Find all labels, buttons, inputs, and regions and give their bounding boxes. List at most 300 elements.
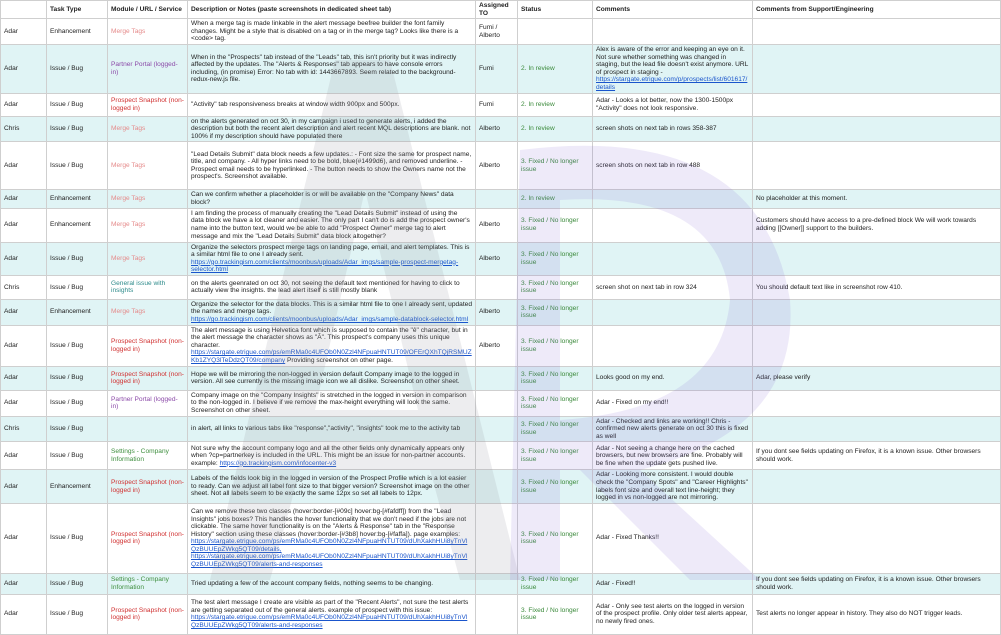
table-row[interactable] bbox=[1, 19, 1001, 45]
task-type-cell[interactable] bbox=[47, 594, 108, 634]
comments-cell[interactable] bbox=[593, 573, 753, 594]
owner-text: Adar bbox=[4, 308, 18, 316]
module-text: Prospect Snapshot (non-logged in) bbox=[111, 530, 184, 546]
table-row[interactable] bbox=[1, 299, 1001, 325]
assigned-cell[interactable] bbox=[476, 503, 518, 573]
description-text: on the alerts geenrated on oct 30, not seeing the default text mentioned for having to click to actually view the insights. the lead alert itself is still mostly blank bbox=[191, 279, 460, 295]
table-row[interactable] bbox=[1, 142, 1001, 190]
status-cell[interactable] bbox=[518, 390, 593, 416]
module-text: Prospect Snapshot (non-logged in) bbox=[111, 606, 184, 622]
table-row[interactable] bbox=[1, 416, 1001, 442]
task-type-cell[interactable] bbox=[47, 573, 108, 594]
status-text: 3. Fixed / No longer issue bbox=[521, 479, 579, 494]
owner-cell[interactable] bbox=[1, 208, 47, 242]
owner-text: Adar bbox=[4, 64, 18, 72]
description-cell[interactable] bbox=[188, 19, 476, 45]
status-cell[interactable] bbox=[518, 275, 593, 299]
description-cell[interactable] bbox=[188, 470, 476, 503]
module-text: Merge Tags bbox=[111, 308, 146, 316]
status-cell[interactable] bbox=[518, 325, 593, 366]
task-type-cell[interactable] bbox=[47, 242, 108, 275]
status-cell[interactable] bbox=[518, 19, 593, 45]
module-cell[interactable] bbox=[108, 142, 188, 190]
task-type-text: Issue / Bug bbox=[50, 425, 83, 433]
support-comments-cell[interactable] bbox=[753, 242, 1001, 275]
support-comments-cell[interactable] bbox=[753, 275, 1001, 299]
owner-column-header[interactable] bbox=[1, 1, 47, 19]
table-row[interactable] bbox=[1, 390, 1001, 416]
task-type-cell[interactable] bbox=[47, 93, 108, 116]
status-cell[interactable] bbox=[518, 503, 593, 573]
comments-text: Adar - Fixed on my end!! bbox=[596, 399, 669, 407]
task-type-cell[interactable] bbox=[47, 299, 108, 325]
owner-text: Adar bbox=[4, 452, 18, 460]
task-type-text: Issue / Bug bbox=[50, 534, 83, 542]
module-text: Partner Portal (logged-in) bbox=[111, 395, 178, 411]
comments-cell[interactable] bbox=[593, 366, 753, 390]
description-cell[interactable] bbox=[188, 573, 476, 594]
task-type-cell[interactable] bbox=[47, 416, 108, 442]
description-cell[interactable] bbox=[188, 416, 476, 442]
assigned-cell[interactable] bbox=[476, 44, 518, 93]
owner-cell[interactable] bbox=[1, 573, 47, 594]
module-text: Prospect Snapshot (non-logged in) bbox=[111, 338, 184, 353]
comments-text: Alex is aware of the error and keeping an eye on it. Not sure whether something was changed in staging, but the lead file doesn't exist anymore. URL of prospect in staging - bbox=[596, 45, 749, 76]
comments-cell[interactable] bbox=[593, 275, 753, 299]
support-comments-cell[interactable] bbox=[753, 93, 1001, 116]
comments-cell[interactable] bbox=[593, 142, 753, 190]
task-type-cell[interactable] bbox=[47, 503, 108, 573]
task-type-text: Issue / Bug bbox=[50, 100, 83, 108]
owner-cell[interactable] bbox=[1, 325, 47, 366]
column-header-status[interactable]: Status bbox=[518, 1, 593, 19]
description-cell[interactable] bbox=[188, 442, 476, 470]
description-cell[interactable] bbox=[188, 325, 476, 366]
status-text: 3. Fixed / No longer issue bbox=[521, 448, 579, 463]
status-text: 2. In review bbox=[521, 64, 555, 72]
comments-text: Adar - Looking more consistent. I would double check the "Company Spots" and "Career Highlights" labels font size and overall text line-height; they logged in vs non-logged are not mirroring. bbox=[596, 471, 748, 502]
support-comments-cell[interactable] bbox=[753, 594, 1001, 634]
description-cell[interactable] bbox=[188, 208, 476, 242]
description-text: Not sure why the account company logo and all the other fields only dynamically appears only when ?cp=partnerkey is included in the URL. This might be an issue for non-partner accounts. example: bbox=[191, 444, 466, 467]
status-text: 3. Fixed / No longer issue bbox=[521, 279, 579, 295]
status-text: 3. Fixed / No longer issue bbox=[521, 304, 579, 320]
module-cell[interactable] bbox=[108, 366, 188, 390]
module-text: General issue with insights bbox=[111, 279, 166, 295]
support-comments-cell[interactable] bbox=[753, 44, 1001, 93]
status-cell[interactable] bbox=[518, 416, 593, 442]
module-cell[interactable] bbox=[108, 594, 188, 634]
assigned-cell[interactable] bbox=[476, 208, 518, 242]
task-type-cell[interactable] bbox=[47, 116, 108, 142]
description-cell[interactable] bbox=[188, 390, 476, 416]
comments-text: Adar - Not seeing a change here on the cached browsers, but new browsers are fine. Probably will be fine when the update gets pushed live. bbox=[596, 444, 743, 467]
module-text: Merge Tags bbox=[111, 195, 146, 203]
status-cell[interactable] bbox=[518, 142, 593, 190]
table-row[interactable] bbox=[1, 93, 1001, 116]
assigned-cell[interactable] bbox=[476, 325, 518, 366]
comments-cell[interactable] bbox=[593, 116, 753, 142]
status-text: 3. Fixed / No longer issue bbox=[521, 576, 579, 591]
module-cell[interactable] bbox=[108, 93, 188, 116]
status-cell[interactable] bbox=[518, 44, 593, 93]
owner-text: Adar bbox=[4, 610, 18, 618]
task-type-text: Issue / Bug bbox=[50, 283, 83, 291]
assigned-cell[interactable] bbox=[476, 390, 518, 416]
owner-text: Adar bbox=[4, 254, 18, 262]
description-text-after: Providing screenshot on other page. bbox=[285, 357, 393, 365]
status-cell[interactable] bbox=[518, 594, 593, 634]
task-type-cell[interactable] bbox=[47, 275, 108, 299]
comments-cell[interactable] bbox=[593, 19, 753, 45]
comments-cell[interactable] bbox=[593, 594, 753, 634]
assigned-text: Alberto bbox=[479, 308, 500, 316]
description-cell[interactable] bbox=[188, 116, 476, 142]
support-comments-cell[interactable] bbox=[753, 470, 1001, 503]
owner-cell[interactable] bbox=[1, 190, 47, 208]
comments-text: screen shots on next tab in row 488 bbox=[596, 162, 701, 170]
owner-text: Chris bbox=[4, 125, 20, 133]
owner-cell[interactable] bbox=[1, 19, 47, 45]
comments-cell[interactable] bbox=[593, 503, 753, 573]
assigned-cell[interactable] bbox=[476, 416, 518, 442]
owner-text: Chris bbox=[4, 283, 20, 291]
header-row bbox=[1, 1, 1001, 19]
status-text: 2. In review bbox=[521, 100, 555, 108]
description-text: Can we confirm whether a placeholder is or will be available on the "Company News" data block? bbox=[191, 191, 454, 206]
support-comments-cell[interactable] bbox=[753, 573, 1001, 594]
support-comments-cell[interactable] bbox=[753, 19, 1001, 45]
table-row[interactable] bbox=[1, 208, 1001, 242]
module-text: Merge Tags bbox=[111, 254, 146, 262]
support-comments-text: If you dont see fields updating on Firefox, it is a known issue. Other browsers should work. bbox=[756, 576, 981, 591]
owner-cell[interactable] bbox=[1, 44, 47, 93]
owner-text: Adar bbox=[4, 399, 18, 407]
assigned-cell[interactable] bbox=[476, 116, 518, 142]
support-comments-cell[interactable] bbox=[753, 208, 1001, 242]
support-comments-cell[interactable] bbox=[753, 503, 1001, 573]
comments-text: Adar - Fixed!! bbox=[596, 579, 636, 587]
task-type-cell[interactable] bbox=[47, 142, 108, 190]
description-text: The alert message is using Helvetica font which is supposed to contain the "ê" character, but in the alert message the character shows as "Ã". This prospect's company uses this unique character. bbox=[191, 326, 468, 349]
task-type-cell[interactable] bbox=[47, 390, 108, 416]
module-text: Prospect Snapshot (non-logged in) bbox=[111, 96, 184, 112]
comments-text: Adar - Only see test alerts on the logged in version of the prospect profile. Only older test alerts appear, no newly fired ones. bbox=[596, 602, 748, 626]
description-cell[interactable] bbox=[188, 242, 476, 275]
assigned-text: Alberto bbox=[479, 162, 500, 170]
task-type-text: Enhancement bbox=[50, 195, 91, 203]
table-row[interactable] bbox=[1, 366, 1001, 390]
description-link[interactable]: https://stargate.etrigue.com/ps/emRMa0c4UFOb0N0Zzl4NFpuaHNTUT09/dUhXakhHUi8yTnVlQzBUUEpZWkg5QT09/details, https://stargate.etrigue.com/ps/emRMa0c4UFOb0N0Zzl4NFpuaHNTUT09/dUhXakhHUi8yTnVlQzBUUEpZWkg5QT09/alerts-and-responses bbox=[191, 538, 468, 569]
support-comments-text: You should default text like in screenshot row 410. bbox=[756, 283, 903, 291]
module-cell[interactable] bbox=[108, 390, 188, 416]
support-comments-text: Test alerts no longer appear in history. They also do NOT trigger leads. bbox=[756, 610, 963, 618]
owner-cell[interactable] bbox=[1, 116, 47, 142]
comments-cell[interactable] bbox=[593, 299, 753, 325]
status-cell[interactable] bbox=[518, 93, 593, 116]
status-cell[interactable] bbox=[518, 442, 593, 470]
owner-cell[interactable] bbox=[1, 390, 47, 416]
task-type-cell[interactable] bbox=[47, 19, 108, 45]
module-cell[interactable] bbox=[108, 299, 188, 325]
comments-cell[interactable] bbox=[593, 442, 753, 470]
description-cell[interactable] bbox=[188, 366, 476, 390]
assigned-cell[interactable] bbox=[476, 242, 518, 275]
task-type-text: Issue / Bug bbox=[50, 399, 83, 407]
task-type-text: Issue / Bug bbox=[50, 64, 83, 72]
column-header-support-comments[interactable]: Comments from Support/Engineering bbox=[753, 1, 1001, 19]
table-row[interactable] bbox=[1, 275, 1001, 299]
owner-cell[interactable] bbox=[1, 275, 47, 299]
description-text: When a merge tag is made linkable in the alert message beefree builder the font family changes. Might be a style that is disabled on a tag or in the merge tag? Looks like there is a <code> tag. bbox=[191, 20, 459, 43]
support-comments-cell[interactable] bbox=[753, 190, 1001, 208]
description-cell[interactable] bbox=[188, 503, 476, 573]
assigned-text: Alberto bbox=[479, 221, 500, 229]
module-cell[interactable] bbox=[108, 208, 188, 242]
owner-cell[interactable] bbox=[1, 503, 47, 573]
module-cell[interactable] bbox=[108, 44, 188, 93]
status-text: 2. In review bbox=[521, 125, 555, 133]
owner-cell[interactable] bbox=[1, 470, 47, 503]
task-type-text: Enhancement bbox=[50, 221, 91, 229]
description-text: Organize the selector for the data blocks. This is a similar html file to one I already sent, updated the names and merge tags. bbox=[191, 300, 472, 316]
owner-text: Adar bbox=[4, 162, 18, 170]
support-comments-cell[interactable] bbox=[753, 299, 1001, 325]
description-link[interactable]: https://go.trackingism.com/clients/moonbus/uploads/Adar_imgs/sample-datablock-selector.html bbox=[191, 316, 469, 324]
task-type-cell[interactable] bbox=[47, 325, 108, 366]
module-cell[interactable] bbox=[108, 19, 188, 45]
table-row[interactable] bbox=[1, 116, 1001, 142]
comments-cell[interactable] bbox=[593, 93, 753, 116]
owner-cell[interactable] bbox=[1, 299, 47, 325]
module-text: Merge Tags bbox=[111, 27, 146, 35]
status-cell[interactable] bbox=[518, 242, 593, 275]
task-type-text: Enhancement bbox=[50, 482, 91, 490]
owner-text: Adar bbox=[4, 534, 18, 542]
status-text: 3. Fixed / No longer issue bbox=[521, 338, 579, 353]
module-cell[interactable] bbox=[108, 116, 188, 142]
owner-text: Adar bbox=[4, 221, 18, 229]
status-cell[interactable] bbox=[518, 573, 593, 594]
assigned-text: Fumi bbox=[479, 100, 494, 108]
column-header-assigned-to[interactable]: Assigned TO bbox=[476, 1, 518, 19]
comments-cell[interactable] bbox=[593, 190, 753, 208]
assigned-cell[interactable] bbox=[476, 142, 518, 190]
status-text: 3. Fixed / No longer issue bbox=[521, 158, 579, 173]
description-text: Can we remove these two classes (hover:border-[#09c] hover:bg-[#fafdff]) from the "Lead Insights" jobs boxes? This handles the hover functionality that we don't need if the jobs are not clickable. The same hover functionality is on the "Alerts & Response" tab in the "Response History" section using these classes (hover:border-[#3b8] hover:bg-[#faffa]). page examples: bbox=[191, 507, 467, 538]
support-comments-text: If you dont see fields updating on Firefox, it is a known issue. Other browsers should work. bbox=[756, 448, 981, 463]
status-text: 3. Fixed / No longer issue bbox=[521, 251, 579, 266]
comments-cell[interactable] bbox=[593, 470, 753, 503]
owner-text: Adar bbox=[4, 374, 18, 382]
assigned-cell[interactable] bbox=[476, 19, 518, 45]
comments-text: screen shots on next tab in rows 358-387 bbox=[596, 125, 717, 133]
assigned-cell[interactable] bbox=[476, 275, 518, 299]
module-text: Settings - Company Information bbox=[111, 448, 169, 463]
module-text: Merge Tags bbox=[111, 125, 146, 133]
comments-text: Adar - Checked and links are working!! Chris - confirmed new alerts generate on oct 30 this is fixed as well bbox=[596, 417, 749, 440]
owner-cell[interactable] bbox=[1, 142, 47, 190]
module-text: Prospect Snapshot (non-logged in) bbox=[111, 479, 184, 494]
module-cell[interactable] bbox=[108, 442, 188, 470]
column-header-comments[interactable]: Comments bbox=[593, 1, 753, 19]
owner-cell[interactable] bbox=[1, 366, 47, 390]
module-cell[interactable] bbox=[108, 573, 188, 594]
module-cell[interactable] bbox=[108, 416, 188, 442]
description-link[interactable]: https://go.trackingism.com/clients/moonbus/uploads/Adar_imgs/sample-prospect-mergetag-selector.html bbox=[191, 258, 459, 274]
assigned-cell[interactable] bbox=[476, 366, 518, 390]
task-type-text: Issue / Bug bbox=[50, 162, 83, 170]
assigned-cell[interactable] bbox=[476, 470, 518, 503]
description-text: Company image on the "Company Insights" is stretched in the logged in version in comparison to the non-logged in. I believe if we remove the max-height everything will look the same. Screenshot on other sheet. bbox=[191, 391, 467, 414]
column-header-description[interactable]: Description or Notes (paste screenshots in dedicated sheet tab) bbox=[188, 1, 476, 19]
comments-link[interactable]: https://stargate.etrigue.com/p/prospects/list/601617/details bbox=[596, 76, 748, 91]
description-cell[interactable] bbox=[188, 93, 476, 116]
task-type-cell[interactable] bbox=[47, 190, 108, 208]
comments-cell[interactable] bbox=[593, 325, 753, 366]
support-comments-cell[interactable] bbox=[753, 390, 1001, 416]
description-cell[interactable] bbox=[188, 142, 476, 190]
status-text: 3. Fixed / No longer issue bbox=[521, 530, 579, 546]
owner-text: Adar bbox=[4, 482, 18, 490]
assigned-text: Fumi / Alberto bbox=[479, 23, 500, 39]
table-row[interactable] bbox=[1, 325, 1001, 366]
support-comments-text: Adar, please verify bbox=[756, 374, 811, 382]
description-text: in alert, all links to various tabs like "response","activity", "insights" took me to the activity tab bbox=[191, 425, 461, 433]
status-cell[interactable] bbox=[518, 470, 593, 503]
owner-text: Chris bbox=[4, 425, 20, 433]
task-type-cell[interactable] bbox=[47, 208, 108, 242]
task-type-cell[interactable] bbox=[47, 442, 108, 470]
comments-text: Adar - Looks a lot better, now the 1300-1500px "Activity" does not look responsive. bbox=[596, 96, 734, 112]
table-row[interactable] bbox=[1, 594, 1001, 634]
module-text: Partner Portal (logged-in) bbox=[111, 61, 178, 76]
support-comments-cell[interactable] bbox=[753, 325, 1001, 366]
comments-cell[interactable] bbox=[593, 390, 753, 416]
table-row[interactable] bbox=[1, 442, 1001, 470]
module-cell[interactable] bbox=[108, 325, 188, 366]
status-cell[interactable] bbox=[518, 116, 593, 142]
status-text: 3. Fixed / No longer issue bbox=[521, 421, 579, 437]
description-text: Organize the selectors prospect merge tags on landing page, email, and alert templates. This is a similar html file to one I already sent. bbox=[191, 243, 470, 259]
status-cell[interactable] bbox=[518, 299, 593, 325]
assigned-text: Alberto bbox=[479, 125, 500, 133]
comments-text: screen shot on next tab in row 324 bbox=[596, 283, 697, 291]
table-row[interactable] bbox=[1, 573, 1001, 594]
description-cell[interactable] bbox=[188, 299, 476, 325]
module-cell[interactable] bbox=[108, 242, 188, 275]
description-text: Hope we will be mirroring the non-logged in version default Company image to the logged in version. All see currently is the missing image icon we all dislike. Screenshot on other sheet. bbox=[191, 370, 460, 386]
status-text: 2. In review bbox=[521, 195, 555, 203]
status-text: 3. Fixed / No longer issue bbox=[521, 217, 579, 232]
description-cell[interactable] bbox=[188, 594, 476, 634]
table-row[interactable] bbox=[1, 242, 1001, 275]
status-cell[interactable] bbox=[518, 190, 593, 208]
assigned-cell[interactable] bbox=[476, 299, 518, 325]
owner-text: Adar bbox=[4, 27, 18, 35]
owner-cell[interactable] bbox=[1, 416, 47, 442]
description-cell[interactable] bbox=[188, 44, 476, 93]
owner-cell[interactable] bbox=[1, 93, 47, 116]
task-type-text: Enhancement bbox=[50, 27, 91, 35]
status-cell[interactable] bbox=[518, 366, 593, 390]
table-row[interactable] bbox=[1, 503, 1001, 573]
task-type-cell[interactable] bbox=[47, 44, 108, 93]
module-cell[interactable] bbox=[108, 190, 188, 208]
task-type-cell[interactable] bbox=[47, 366, 108, 390]
table-row[interactable] bbox=[1, 190, 1001, 208]
owner-cell[interactable] bbox=[1, 594, 47, 634]
description-text: "Activity" tab responsiveness breaks at window width 900px and 500px. bbox=[191, 100, 400, 108]
support-comments-text: No placeholder at this moment. bbox=[756, 195, 848, 203]
description-text: The test alert message I create are visible as part of the "Recent Alerts", not sure the test alerts are getting separated out of the general alerts. example of prospect with this issue: bbox=[191, 599, 469, 614]
owner-cell[interactable] bbox=[1, 242, 47, 275]
description-cell[interactable] bbox=[188, 275, 476, 299]
task-type-text: Issue / Bug bbox=[50, 125, 83, 133]
column-header-task-type[interactable]: Task Type bbox=[47, 1, 108, 19]
task-type-text: Enhancement bbox=[50, 308, 91, 316]
description-link[interactable]: https://go.trackingism.com/infocenter-v3 bbox=[219, 459, 337, 467]
task-type-cell[interactable] bbox=[47, 470, 108, 503]
comments-cell[interactable] bbox=[593, 242, 753, 275]
module-cell[interactable] bbox=[108, 470, 188, 503]
assigned-cell[interactable] bbox=[476, 190, 518, 208]
assigned-cell[interactable] bbox=[476, 442, 518, 470]
assigned-cell[interactable] bbox=[476, 93, 518, 116]
support-comments-cell[interactable] bbox=[753, 142, 1001, 190]
status-text: 3. Fixed / No longer issue bbox=[521, 606, 579, 622]
comments-cell[interactable] bbox=[593, 208, 753, 242]
task-type-text: Issue / Bug bbox=[50, 254, 83, 262]
owner-cell[interactable] bbox=[1, 442, 47, 470]
column-header-module[interactable]: Module / URL / Service bbox=[108, 1, 188, 19]
support-comments-cell[interactable] bbox=[753, 416, 1001, 442]
comments-cell[interactable] bbox=[593, 44, 753, 93]
task-type-text: Issue / Bug bbox=[50, 341, 83, 349]
description-text: When in the "Prospects" tab instead of the "Leads" tab, this isn't priority but it was indirectly affected by the updates. The "Alerts & Responses" tab appears to have console errors including, (in promise) Error: No tab with id: 1443667893. Seem related to the background-redux-new.js file. bbox=[191, 53, 457, 84]
task-type-text: Issue / Bug bbox=[50, 610, 83, 618]
owner-text: Adar bbox=[4, 100, 18, 108]
status-text: 3. Fixed / No longer issue bbox=[521, 395, 579, 411]
module-text: Prospect Snapshot (non-logged in) bbox=[111, 370, 184, 386]
support-comments-cell[interactable] bbox=[753, 116, 1001, 142]
description-text: "Lead Details Submit" data block needs a few updates.: - Font size the same for prospect name, title, and company. - All hyper links need to be bold, blue(#1499d6), and removed underline. - Prospect email needs to be hyperlinked. - The button needs to show the Owners name not the prospect's. Screenshot available. bbox=[191, 150, 472, 181]
assigned-text: Fumi bbox=[479, 64, 494, 72]
module-text: Merge Tags bbox=[111, 162, 146, 170]
support-comments-text: Customers should have access to a pre-defined block We will work towards adding [[Owner]] support to the builders. bbox=[756, 217, 977, 232]
status-cell[interactable] bbox=[518, 208, 593, 242]
module-text: Settings - Company Information bbox=[111, 576, 169, 591]
task-type-text: Issue / Bug bbox=[50, 374, 83, 382]
description-link[interactable]: https://stargate.etrigue.com/ps/emRMa0c4UFOb0N0Zzl4NFpuaHNTUT09/OFErQXhTQjRSMUZKb1ZYQ3lTeDdzQT09/company bbox=[191, 349, 472, 365]
description-cell[interactable] bbox=[188, 190, 476, 208]
table-row[interactable] bbox=[1, 470, 1001, 503]
module-text: Merge Tags bbox=[111, 221, 146, 229]
table-row[interactable] bbox=[1, 44, 1001, 93]
assigned-cell[interactable] bbox=[476, 594, 518, 634]
description-text: I am finding the process of manually creating the "Lead Details Submit" instead of using the data block we have a lot cleaner and easier. The only part I can't do is add the prospect owner's name into the button text, would we be able to add "Prospect Owner" merge tag to alert message and mix the "Lead Details Submit" data block altogether? bbox=[191, 209, 470, 240]
module-cell[interactable] bbox=[108, 503, 188, 573]
comments-cell[interactable] bbox=[593, 416, 753, 442]
task-type-text: Issue / Bug bbox=[50, 452, 83, 460]
support-comments-cell[interactable] bbox=[753, 366, 1001, 390]
support-comments-cell[interactable] bbox=[753, 442, 1001, 470]
description-text: on the alerts generated on oct 30, in my campaign i used to generate alerts, i added the description but both the recent alert description and alert recent MQL descriptions are blank. not 100% if my description should have populated there bbox=[191, 117, 471, 140]
task-type-text: Issue / Bug bbox=[50, 579, 83, 587]
assigned-cell[interactable] bbox=[476, 573, 518, 594]
description-link[interactable]: https://stargate.etrigue.com/ps/emRMa0c4UFOb0N0Zzl4NFpuaHNTUT09/dUhXakhHUi8yTnVlQzBUUEpZWkg5QT09/alerts-and-responses bbox=[191, 614, 468, 629]
module-cell[interactable] bbox=[108, 275, 188, 299]
